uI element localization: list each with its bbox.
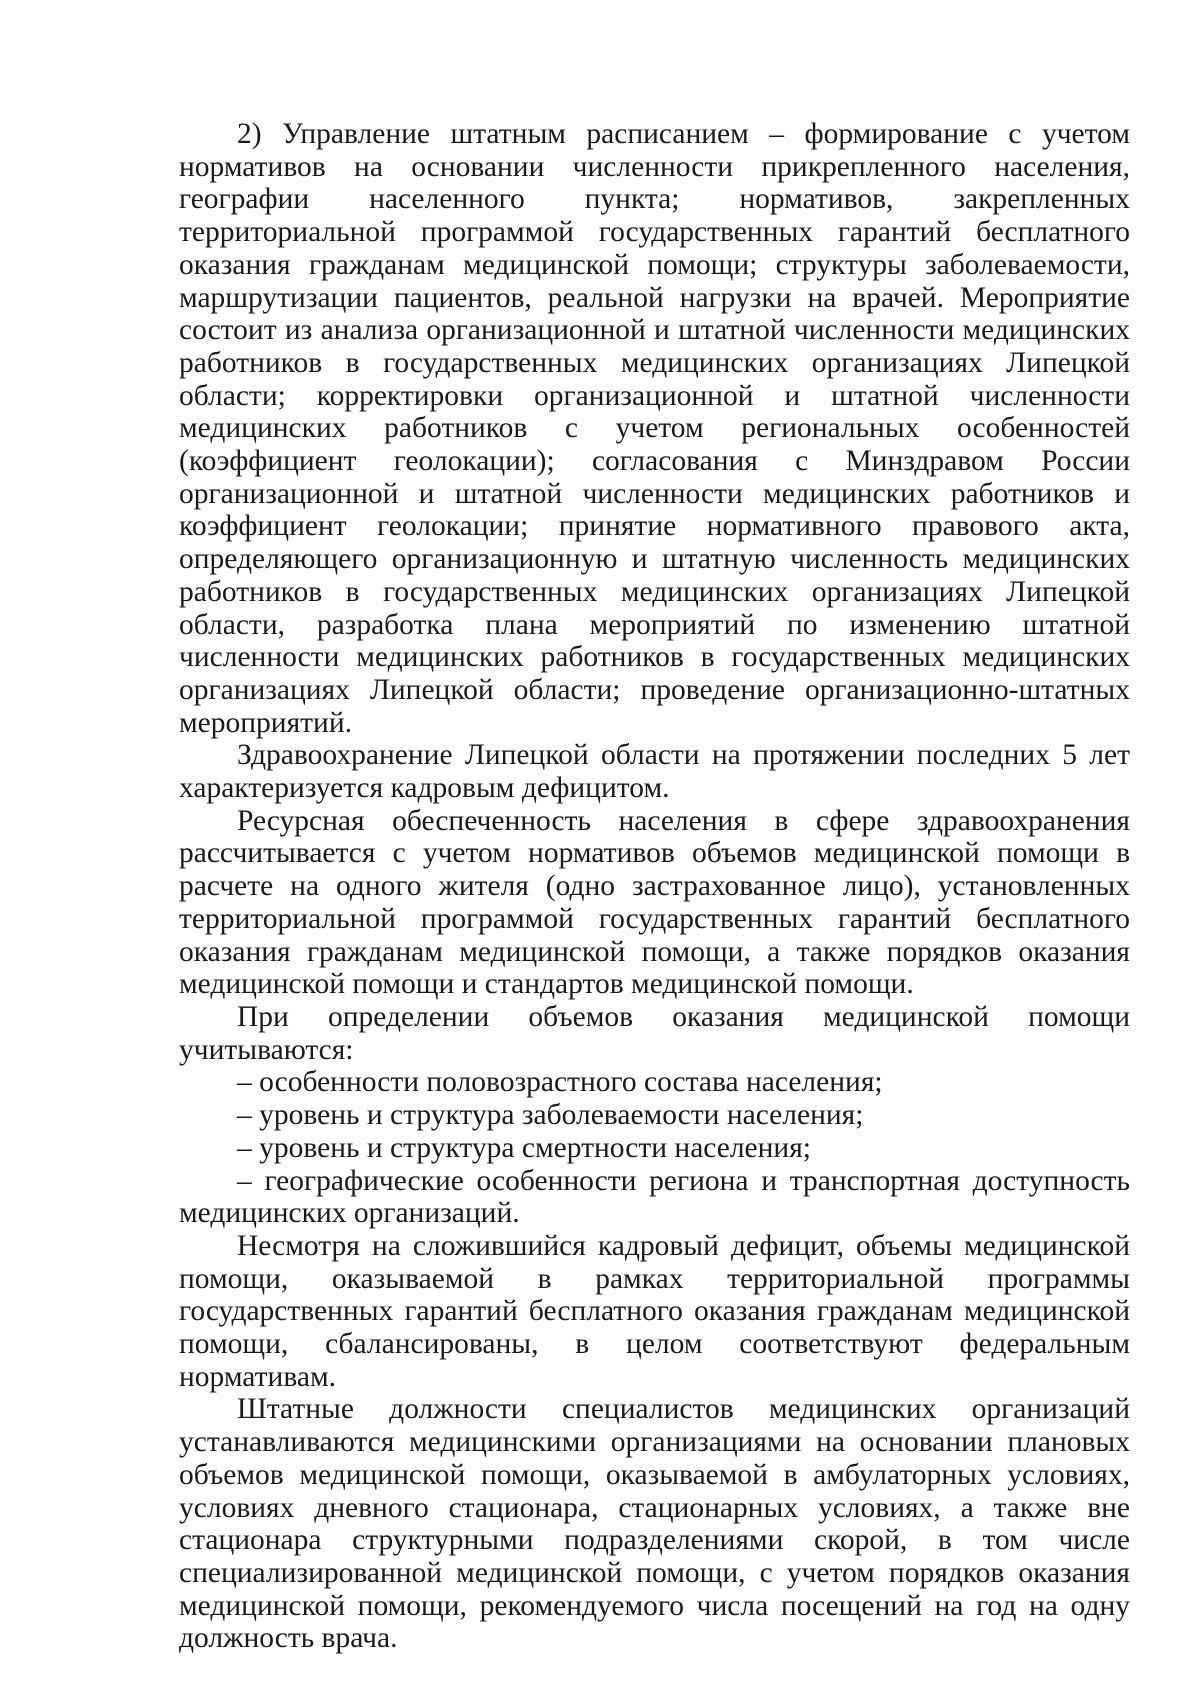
paragraph-staff-positions: Штатные должности специалистов медицинских организаций устанавливаются медицинскими организациями на основании плановых объемов медицинской помощи, оказываемой в амбулаторных условиях, условиях дневного стационара, стационарных условиях, а также вне стационара структурными подразделениями скорой, в том числе специализированной медицинской помощи, с учетом порядков оказания медицинской помощи, рекомендуемого числа посещений на год на одну должность врача. [179,1393,1130,1655]
paragraph-resource-provision: Ресурсная обеспеченность населения в сфере здравоохранения рассчитывается с учетом нормативов объемов медицинской помощи в расчете на одного жителя (одно застрахованное лицо), установленных территориальной программой государственных гарантий бесплатного оказания гражданам медицинской помощи, а также порядков оказания медицинской помощи и стандартов медицинской помощи. [179,804,1130,1001]
paragraph-volume-factors-intro: При определении объемов оказания медицинской помощи учитываются: [179,1000,1130,1066]
paragraph-staff-deficit: Здравоохранение Липецкой области на протяжении последних 5 лет характеризуется кадровым дефицитом. [179,739,1130,805]
paragraph-staffing-management: 2) Управление штатным расписанием – формирование с учетом нормативов на основании численности прикрепленного населения, географии населенного пункта; нормативов, закрепленных территориальной программой государственных гарантий бесплатного оказания гражданам медицинской помощи; структуры заболеваемости, маршрутизации пациентов, реальной нагрузки на врачей. Мероприятие состоит из анализа организационной и штатной численности медицинских работников в государственных медицинских организациях Липецкой области; корректировки организационной и штатной численности медицинских работников с учетом региональных особенностей (коэффициент геолокации); согласования с Минздравом России организационной и штатной численности медицинских работников и коэффициент геолокации; принятие нормативного правового акта, определяющего организационную и штатную численность медицинских работников в государственных медицинских организациях Липецкой области, разработка плана мероприятий по изменению штатной численности медицинских работников в государственных медицинских организациях Липецкой области; проведение организационно-штатных мероприятий. [179,118,1130,739]
paragraph-balanced-volumes: Несмотря на сложившийся кадровый дефицит, объемы медицинской помощи, оказываемой в рамках территориальной программы государственных гарантий бесплатного оказания гражданам медицинской помощи, сбалансированы, в целом соответствуют федеральным нормативам. [179,1229,1130,1393]
list-item-morbidity: – уровень и структура заболеваемости населения; [237,1099,864,1132]
list-item-geography-transport: – географические особенности региона и транспортная доступность медицинских организаций. [179,1164,1130,1230]
document-body [179,118,1130,1655]
list-item-mortality: – уровень и структура смертности населения; [237,1131,811,1164]
list-item-age-sex-structure: – особенности половозрастного состава населения; [237,1066,883,1099]
